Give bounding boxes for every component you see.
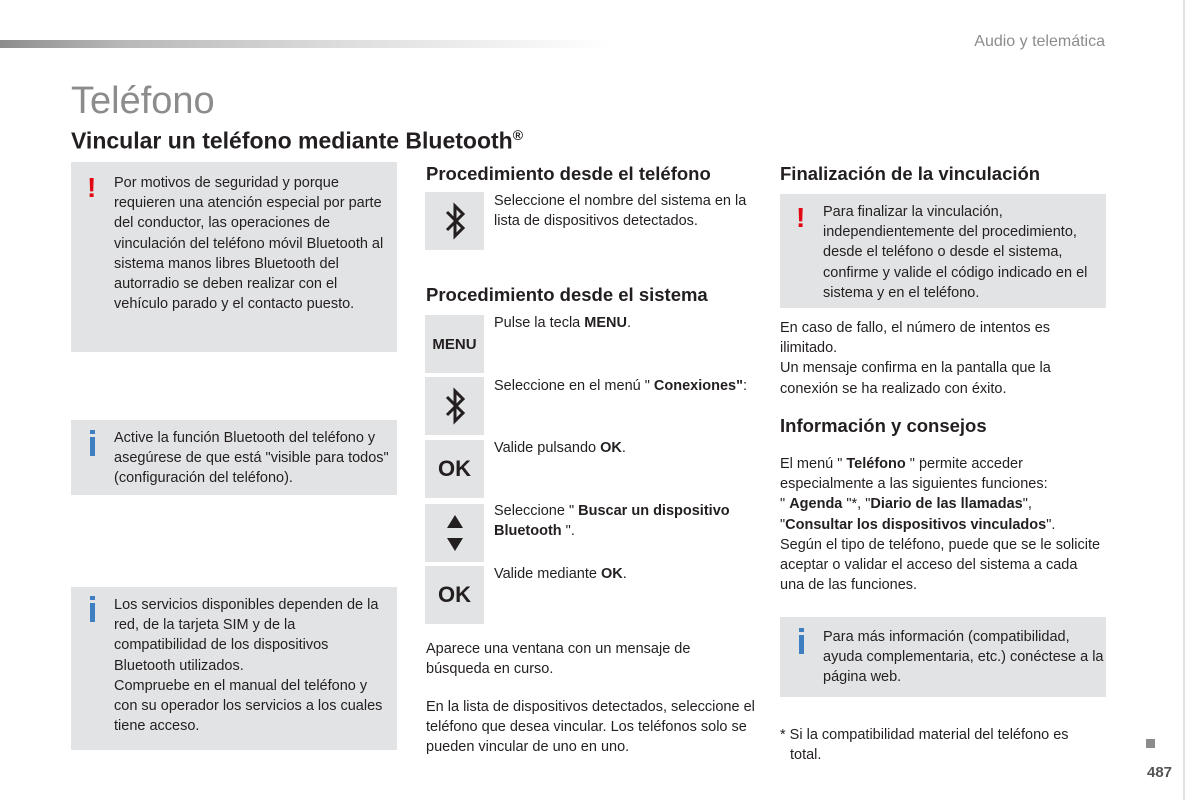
subtitle-text: Vincular un teléfono mediante Bluetooth — [71, 127, 513, 154]
page-title: Teléfono — [71, 80, 215, 122]
section-label: Audio y telemática — [974, 33, 1105, 50]
phone-step-text: Seleccione el nombre del sistema en la lista de dispositivos detectados. — [494, 193, 747, 230]
page-number: 487 — [1147, 764, 1173, 781]
bold-text: Diario de las llamadas — [870, 496, 1023, 513]
step-4 — [494, 501, 759, 541]
finalization-warning-text: Para finalizar la vinculación, independientemente del procedimiento, desde el teléfono o desde el sistema, confirme y valide el código indicado en el sistema y en el teléfono. — [823, 204, 1088, 301]
text: " permite acceder especialmente a las siguientes funciones: — [780, 456, 1048, 493]
heading-info-tips: Información y consejos — [780, 415, 987, 436]
heading-procedure-phone: Procedimiento desde el teléfono — [426, 163, 711, 184]
bold-text: Agenda — [789, 496, 843, 513]
services-info-text — [114, 595, 390, 736]
safety-warning-text: Por motivos de seguridad y porque requieren una atención especial por parte del conductor, las operaciones de vinculación del teléfono móvil Bluetooth al sistema manos libres Bluetooth del autorradio se deben realizar con el vehículo parado y el contacto puesto. — [114, 175, 384, 313]
step-text: : — [742, 378, 748, 394]
text: ". — [1046, 516, 1056, 533]
bluetooth-key — [425, 377, 484, 435]
safety-warning-box — [71, 162, 397, 352]
step-2 — [494, 376, 759, 396]
warning-icon: ! — [796, 202, 806, 233]
page-subtitle — [71, 127, 523, 155]
phone-menu-text — [780, 454, 1105, 595]
ok-key — [425, 440, 484, 498]
functions-line — [780, 515, 1105, 535]
services-info-box — [71, 587, 397, 750]
step-text: Seleccione en el menú " — [494, 378, 654, 394]
up-down-arrows-icon — [446, 511, 464, 555]
info-icon — [90, 437, 95, 456]
margin-rule — [1183, 0, 1185, 800]
ok-key-label: OK — [438, 456, 471, 481]
phone-menu-paragraph — [780, 454, 1105, 494]
step-bold-text: OK — [600, 440, 622, 456]
info-icon — [90, 603, 95, 622]
bluetooth-info-text: Active la función Bluetooth del teléfono y asegúrese de que está "visible para todos" (configuración del teléfono). — [114, 430, 389, 487]
text: " — [780, 516, 786, 533]
step-text: Valide pulsando — [494, 440, 601, 456]
search-message-text: Aparece una ventana con un mensaje de búsqueda en curso. — [426, 641, 691, 678]
menu-key — [425, 315, 484, 373]
phone-type-paragraph: Según el tipo de teléfono, puede que se le solicite aceptar o validar el acceso del sistema a cada una de las funciones. — [780, 536, 1101, 594]
warning-icon: ! — [87, 172, 97, 203]
step-bold-text: Buscar un dispositivo Bluetooth — [494, 503, 730, 540]
step-5 — [494, 564, 759, 584]
functions-line — [780, 494, 1105, 514]
step-text: Seleccione " — [494, 503, 579, 519]
footnote: * Si la compatibilidad material del teléfono es total. — [780, 727, 1069, 764]
bluetooth-key — [425, 192, 484, 250]
bluetooth-icon — [443, 386, 467, 426]
arrow-keys — [425, 504, 484, 562]
services-info-paragraph: Compruebe en el manual del teléfono y con su operador los servicios a los cuales tiene acceso. — [114, 677, 383, 735]
step-text: Pulse la tecla — [494, 315, 585, 331]
page-marker — [1146, 739, 1155, 748]
registered-mark: ® — [512, 127, 524, 143]
step-bold-text: OK — [600, 566, 623, 582]
text: ", — [1022, 496, 1032, 513]
info-icon — [799, 635, 804, 654]
heading-procedure-system: Procedimiento desde el sistema — [426, 284, 708, 305]
step-3 — [494, 438, 759, 458]
heading-finalization: Finalización de la vinculación — [780, 163, 1041, 184]
text: "*, " — [842, 496, 871, 513]
bold-text: Consultar los dispositivos vinculados — [785, 516, 1047, 533]
finalization-warning-box — [780, 194, 1106, 308]
text: " — [780, 496, 790, 513]
more-info-box — [780, 617, 1106, 697]
bluetooth-info-box — [71, 420, 397, 495]
ok-key — [425, 566, 484, 624]
step-text: . — [622, 566, 627, 582]
step-bold-text: MENU — [584, 315, 627, 331]
services-info-paragraph: Los servicios disponibles dependen de la red, de la tarjeta SIM y de la compatibilidad de los dispositivos Bluetooth utilizados. — [114, 597, 379, 674]
more-info-text: Para más información (compatibilidad, ayuda complementaria, etc.) conéctese a la página web. — [823, 629, 1104, 686]
confirm-paragraph: Un mensaje confirma en la pantalla que la conexión se ha realizado con éxito. — [780, 360, 1051, 397]
text: El menú " — [780, 456, 847, 472]
bold-text: Teléfono — [846, 456, 906, 472]
failure-paragraph: En caso de fallo, el número de intentos es ilimitado. — [780, 320, 1051, 357]
step-text: ". — [561, 523, 575, 540]
select-phone-text: En la lista de dispositivos detectados, seleccione el teléfono que desea vincular. Los teléfonos solo se pueden vincular de uno en uno. — [426, 699, 755, 756]
step-bold-text: Conexiones" — [653, 378, 743, 394]
menu-key-label: MENU — [432, 335, 477, 353]
step-text: . — [626, 315, 632, 331]
ok-key-label: OK — [438, 582, 471, 607]
bluetooth-icon — [443, 201, 467, 241]
step-1 — [494, 313, 759, 333]
failure-text — [780, 318, 1100, 399]
header-gradient-bar — [0, 40, 610, 48]
step-text: . — [621, 440, 626, 456]
step-text: Valide mediante — [494, 566, 601, 582]
